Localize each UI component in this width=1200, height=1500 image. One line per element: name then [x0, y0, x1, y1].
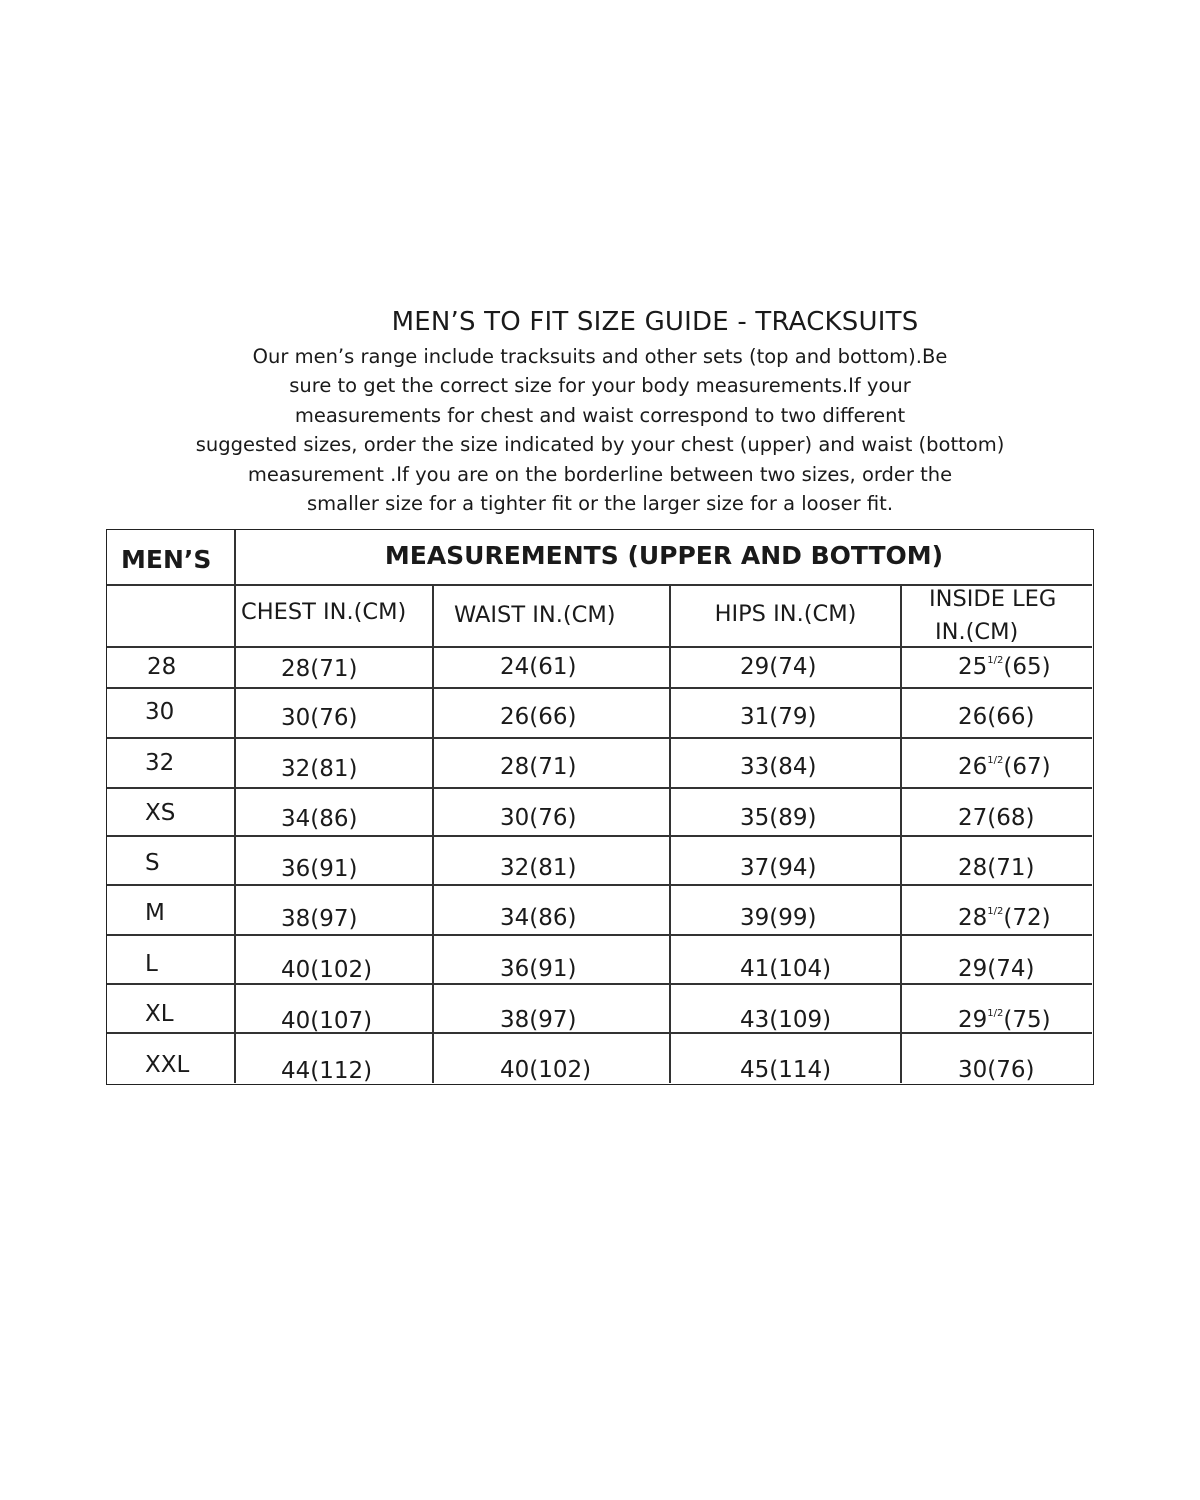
intro-line: suggested sizes, order the size indicated by your chest (upper) and waist (bottom) — [195, 433, 1005, 457]
row-divider — [107, 737, 1092, 739]
row-divider — [107, 835, 1092, 837]
column-header-hips: HIPS IN.(CM) — [714, 601, 857, 627]
size-label: XS — [145, 800, 176, 826]
inside-leg-value — [958, 954, 1034, 984]
corner-label: MEN’S — [121, 545, 212, 574]
hips-value: 43(109) — [740, 1007, 832, 1033]
intro-line: smaller size for a tighter fit or the larger size for a looser fit. — [306, 492, 894, 516]
row-divider — [107, 934, 1092, 936]
inside-leg-fraction: 1/2 — [987, 906, 1004, 917]
inside-leg-whole: 28 — [958, 905, 988, 931]
waist-value: 34(86) — [500, 905, 577, 931]
inside-leg-whole: 29 — [958, 1007, 988, 1033]
inside-leg-fraction: 1/2 — [987, 655, 1004, 666]
hips-value: 29(74) — [740, 654, 817, 680]
inside-leg-value — [958, 1005, 1051, 1035]
waist-value: 32(81) — [500, 855, 577, 881]
inside-leg-value — [958, 803, 1034, 833]
chest-value: 28(71) — [281, 656, 358, 682]
inside-leg-value — [958, 903, 1051, 933]
column-header-chest: CHEST IN.(CM) — [241, 599, 407, 625]
size-label: 28 — [147, 654, 177, 680]
size-chart-table — [106, 529, 1094, 1085]
waist-value: 30(76) — [500, 805, 577, 831]
row-divider — [107, 787, 1092, 789]
size-label: XXL — [145, 1052, 190, 1078]
hips-value: 31(79) — [740, 704, 817, 730]
column-divider — [432, 584, 434, 1083]
column-header-waist: WAIST IN.(CM) — [454, 602, 616, 628]
column-header-inside-leg-unit: IN.(CM) — [935, 619, 1019, 645]
hips-value: 35(89) — [740, 805, 817, 831]
inside-leg-whole: 27(68) — [958, 805, 1035, 831]
row-divider — [107, 884, 1092, 886]
size-label: S — [145, 850, 160, 876]
chest-value: 40(107) — [281, 1008, 373, 1034]
column-divider — [669, 584, 671, 1083]
inside-leg-cm: (75) — [1003, 1007, 1051, 1033]
column-header-inside-leg: INSIDE LEG — [929, 586, 1057, 612]
intro-line: measurement .If you are on the borderline between two sizes, order the — [247, 462, 953, 486]
inside-leg-whole: 28(71) — [958, 855, 1035, 881]
hips-value: 33(84) — [740, 754, 817, 780]
group-header: MEASUREMENTS (UPPER AND BOTTOM) — [384, 541, 944, 570]
waist-value: 36(91) — [500, 956, 577, 982]
chest-value: 36(91) — [281, 856, 358, 882]
hips-value: 45(114) — [740, 1057, 832, 1083]
hips-value: 41(104) — [740, 956, 832, 982]
inside-leg-fraction: 1/2 — [987, 755, 1004, 766]
row-divider — [107, 983, 1092, 985]
inside-leg-whole: 26 — [958, 754, 988, 780]
row-divider — [107, 1032, 1092, 1034]
hips-value: 37(94) — [740, 855, 817, 881]
size-label: XL — [145, 1001, 174, 1027]
chest-value: 30(76) — [281, 705, 358, 731]
size-label: 32 — [145, 750, 175, 776]
inside-leg-value — [958, 853, 1034, 883]
inside-leg-whole: 30(76) — [958, 1057, 1035, 1083]
inside-leg-whole: 29(74) — [958, 956, 1035, 982]
intro-line: Our men’s range include tracksuits and other sets (top and bottom).Be — [252, 345, 948, 368]
inside-leg-fraction: 1/2 — [987, 1008, 1004, 1019]
size-label: M — [145, 900, 165, 926]
inside-leg-whole: 26(66) — [958, 704, 1035, 730]
inside-leg-value — [958, 702, 1034, 732]
size-label: 30 — [145, 699, 175, 725]
intro-line: sure to get the correct size for your body measurements.If your — [289, 374, 911, 398]
page-title: MEN’S TO FIT SIZE GUIDE - TRACKSUITS — [391, 307, 919, 337]
inside-leg-cm: (65) — [1003, 654, 1051, 680]
waist-value: 28(71) — [500, 754, 577, 780]
inside-leg-whole: 25 — [958, 654, 988, 680]
hips-value: 39(99) — [740, 905, 817, 931]
waist-value: 40(102) — [500, 1057, 592, 1083]
intro-paragraph — [150, 342, 1050, 518]
size-label: L — [145, 951, 158, 977]
inside-leg-value — [958, 652, 1051, 682]
chest-value: 44(112) — [281, 1058, 373, 1084]
waist-value: 26(66) — [500, 704, 577, 730]
chest-value: 38(97) — [281, 906, 358, 932]
inside-leg-cm: (67) — [1003, 754, 1051, 780]
row-divider — [107, 687, 1092, 689]
intro-line: measurements for chest and waist correspond to two different — [294, 403, 906, 427]
waist-value: 24(61) — [500, 654, 577, 680]
chest-value: 40(102) — [281, 957, 373, 983]
column-divider — [234, 530, 236, 1083]
inside-leg-cm: (72) — [1003, 905, 1051, 931]
inside-leg-value — [958, 752, 1051, 782]
chest-value: 32(81) — [281, 756, 358, 782]
waist-value: 38(97) — [500, 1007, 577, 1033]
inside-leg-value — [958, 1055, 1034, 1085]
chest-value: 34(86) — [281, 806, 358, 832]
column-divider — [900, 584, 902, 1083]
